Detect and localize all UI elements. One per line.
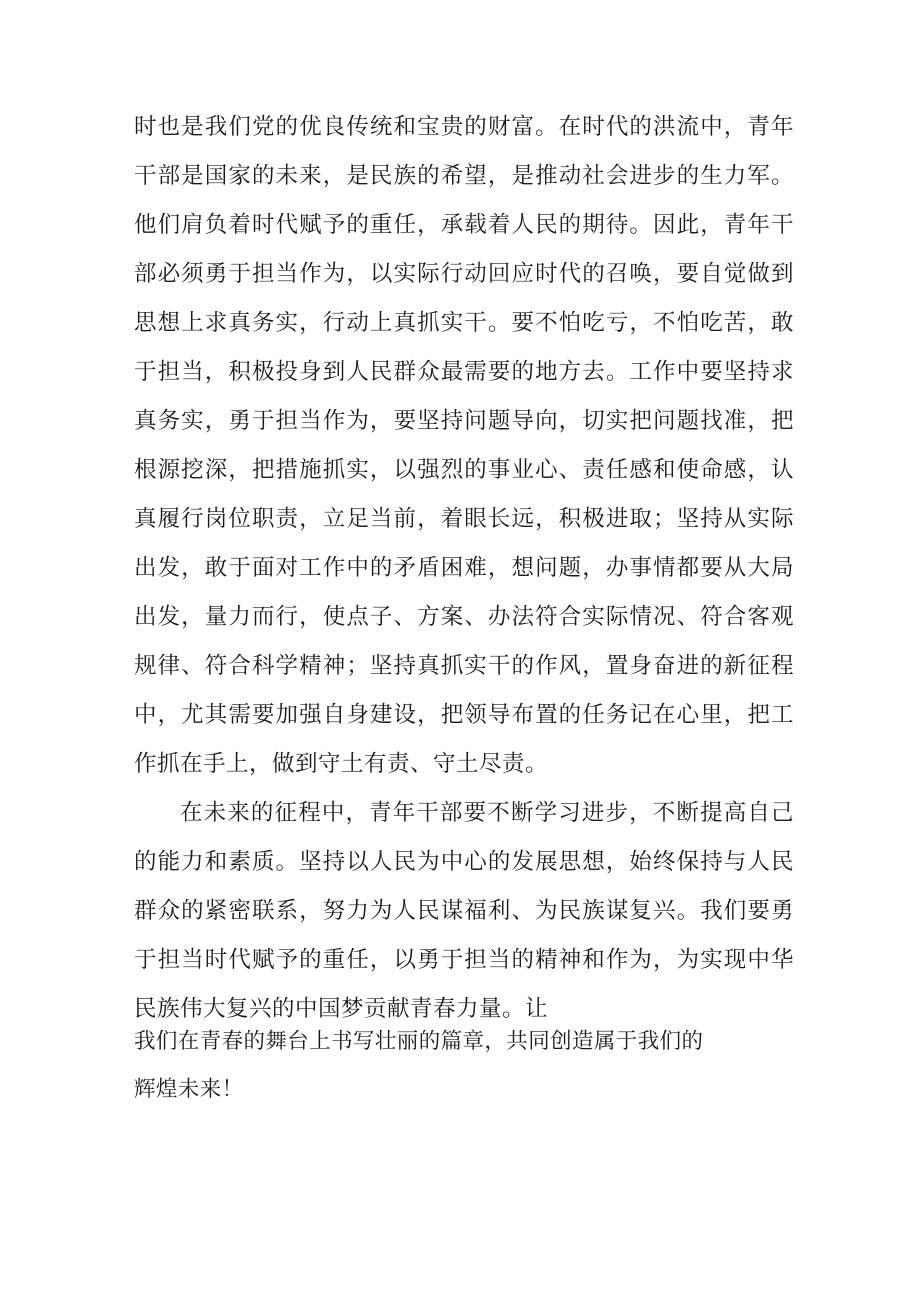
text-line: 部必须勇于担当作为，以实际行动回应时代的召唤，要自觉做到 <box>134 261 794 287</box>
text-line: 规律、符合科学精神；坚持真抓实干的作风，置身奋进的新征程 <box>134 653 794 679</box>
text-line: 在未来的征程中，青年干部要不断学习进步，不断提高自己 <box>180 800 794 826</box>
text-line: 的能力和素质。坚持以人民为中心的发展思想，始终保持与人民 <box>134 849 794 875</box>
text-line: 我们在青春的舞台上书写壮丽的篇章，共同创造属于我们的 <box>134 1029 704 1054</box>
text-line: 民族伟大复兴的中国梦贡献青春力量。让 <box>134 996 549 1022</box>
text-line: 中，尤其需要加强自身建设，把领导布置的任务记在心里，把工 <box>134 702 794 728</box>
text-line: 时也是我们党的优良传统和宝贵的财富。在时代的洪流中，青年 <box>134 114 794 140</box>
text-line: 思想上求真务实，行动上真抓实干。要不怕吃亏，不怕吃苦，敢 <box>134 310 794 336</box>
text-line: 真务实，勇于担当作为，要坚持问题导向，切实把问题找准，把 <box>134 408 794 434</box>
text-line: 于担当时代赋予的重任，以勇于担当的精神和作为，为实现中华 <box>134 947 794 973</box>
text-line: 出发，敢于面对工作中的矛盾困难，想问题，办事情都要从大局 <box>134 555 794 581</box>
text-line: 干部是国家的未来，是民族的希望，是推动社会进步的生力军。 <box>134 163 794 189</box>
text-line: 出发，量力而行，使点子、方案、办法符合实际情况、符合客观 <box>134 604 794 630</box>
text-line: 他们肩负着时代赋予的重任，承载着人民的期待。因此，青年干 <box>134 212 794 238</box>
text-line: 真履行岗位职责，立足当前，着眼长远，积极进取；坚持从实际 <box>134 506 794 532</box>
text-line: 于担当，积极投身到人民群众最需要的地方去。工作中要坚持求 <box>134 359 794 385</box>
text-line: 根源挖深，把措施抓实，以强烈的事业心、责任感和使命感，认 <box>134 457 794 483</box>
text-line: 作抓在手上，做到守土有责、守土尽责。 <box>134 751 549 777</box>
text-line: 辉煌未来！ <box>134 1077 244 1102</box>
text-line: 群众的紧密联系，努力为人民谋福利、为民族谋复兴。我们要勇 <box>134 898 794 924</box>
